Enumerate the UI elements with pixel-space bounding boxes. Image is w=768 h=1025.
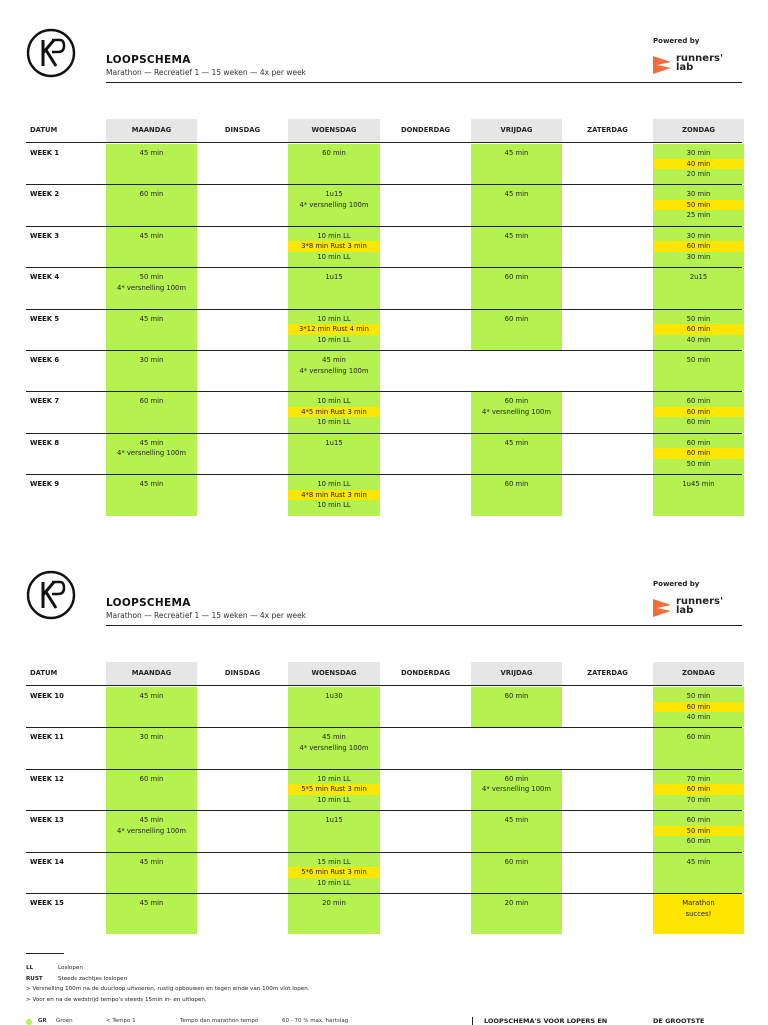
workout-line: 10 min LL	[317, 252, 351, 261]
row-rule	[26, 769, 742, 770]
week-label: WEEK 8	[30, 438, 60, 447]
workout-line: 5*5 min Rust 3 min	[288, 784, 380, 795]
workout-line: 50 min	[686, 692, 711, 700]
workout-line: 40 min	[686, 713, 711, 721]
column-header-woensdag: WOENSDAG	[288, 662, 380, 685]
legend-ll: LL Loslopen	[26, 965, 83, 971]
workout-line: 10 min LL	[317, 878, 351, 887]
workout-line: 45 min	[139, 816, 164, 825]
workout-line: 60 min	[504, 480, 529, 489]
workout-line: 70 min	[686, 774, 711, 783]
workout-line: 45 min	[322, 356, 346, 364]
column-header-woensdag: WOENSDAG	[288, 119, 380, 142]
workout-zo	[653, 898, 744, 919]
workout-line: 45 min	[139, 899, 164, 907]
footer-item-1b: Groen	[56, 1018, 73, 1024]
legend-note-1: > Versnelling 100m na de duurloop uitvoeren, rustig opbouwen en tegen einde van 100m vlot lopen.	[26, 986, 310, 992]
workout-zo	[653, 732, 744, 743]
brand-line-2: lab	[676, 62, 694, 73]
brand-line-2: lab	[676, 605, 694, 616]
workout-line: 4* versnelling 100m	[482, 407, 551, 416]
workout-line: 60 min	[686, 837, 711, 846]
workout-line: 45 min	[139, 857, 164, 866]
footer-item-4: 60 - 70 % max. hartslag	[282, 1018, 349, 1024]
workout-line: 4*8 min Rust 3 min	[288, 490, 380, 501]
workout-line: 45 min	[139, 438, 164, 447]
workout-wo	[288, 774, 380, 806]
footer-item-6: DE GROOTSTE	[653, 1017, 705, 1025]
column-header-zaterdag: ZATERDAG	[587, 126, 628, 134]
workout-line: 60 min	[686, 418, 711, 427]
week-label: WEEK 6	[30, 356, 60, 364]
workout-line: 4* versnelling 100m	[299, 743, 369, 752]
workout-line: 1u15	[325, 190, 343, 199]
workout-line: 40 min	[686, 335, 711, 344]
column-header-vrijdag: VRIJDAG	[471, 662, 562, 685]
column-header-vrijdag: VRIJDAG	[471, 119, 562, 142]
workout-line: 5*6 min Rust 3 min	[288, 867, 380, 878]
header-rule	[26, 685, 742, 686]
workout-line: 4* versnelling 100m	[299, 366, 369, 375]
workout-line: 60 min	[504, 397, 529, 406]
workout-line: 40 min	[653, 159, 744, 170]
column-header-zondag: ZONDAG	[653, 119, 744, 142]
footer-item-2: < Tempo 1	[106, 1018, 136, 1024]
workout-line: 50 min	[653, 826, 744, 837]
workout-line: 10 min LL	[317, 480, 351, 489]
workout-line: 30 min	[139, 356, 164, 364]
workout-line: 60 min	[653, 407, 744, 418]
workout-ma	[106, 774, 197, 785]
workout-line: 60 min	[139, 190, 164, 199]
footer-item-5: LOOPSCHEMA'S VOOR LOPERS EN	[484, 1017, 608, 1025]
workout-line: 45 min	[139, 480, 164, 489]
workout-line: 60 min	[653, 241, 744, 252]
workout-line: 45 min	[504, 190, 529, 199]
workout-line: 50 min	[653, 200, 744, 211]
workout-line: 30 min	[686, 231, 711, 240]
workout-line: 45 min	[504, 149, 529, 157]
workout-line: 50 min	[686, 314, 711, 323]
green-dot-icon	[26, 1019, 32, 1025]
header-rule	[106, 625, 742, 626]
workout-line: 10 min LL	[317, 314, 351, 323]
workout-vr	[471, 898, 562, 909]
page-title: LOOPSCHEMA	[106, 597, 191, 609]
workout-line: 60 min	[653, 702, 744, 713]
column-header-zaterdag: ZATERDAG	[587, 669, 628, 677]
powered-by-label: Powered by	[653, 580, 700, 588]
workout-zo	[653, 691, 744, 723]
workout-line: 60 min	[504, 314, 529, 323]
column-header-maandag: MAANDAG	[106, 662, 197, 685]
workout-line: 60 min	[653, 784, 744, 795]
workout-line: 10 min LL	[317, 397, 351, 406]
workout-line: 60 min	[504, 692, 529, 700]
column-header-dinsdag: DINSDAG	[224, 669, 261, 677]
workout-line: 45 min	[139, 314, 164, 323]
workout-line: 45 min	[139, 231, 164, 240]
week-label: WEEK 11	[30, 733, 64, 742]
workout-line: 10 min LL	[317, 774, 351, 783]
workout-line: 10 min LL	[317, 418, 351, 427]
workout-wo	[288, 898, 380, 909]
workout-line: 45 min	[504, 816, 529, 825]
workout-line: Marathon	[682, 899, 715, 907]
week-label: WEEK 4	[30, 273, 60, 282]
runners-lab-icon	[653, 599, 673, 617]
column-header-datum: DATUM	[30, 126, 58, 134]
workout-line: 50 min	[139, 273, 164, 282]
workout-line: 60 min	[653, 448, 744, 459]
workout-line: 1u45 min	[682, 480, 715, 489]
workout-line: 3*12 min Rust 4 min	[288, 324, 380, 335]
workout-wo	[288, 815, 380, 826]
workout-line: 3*8 min Rust 3 min	[288, 241, 380, 252]
workout-ma	[106, 691, 197, 702]
workout-vr	[471, 857, 562, 868]
legend-rule	[26, 953, 64, 954]
workout-wo	[288, 732, 380, 753]
workout-line: 15 min LL	[317, 857, 351, 866]
powered-by-label: Powered by	[653, 37, 700, 45]
legend-rust: RUST Steeds zachtjes loslopen	[26, 975, 128, 982]
workout-vr	[471, 815, 562, 826]
workout-line: 10 min LL	[317, 501, 351, 510]
workout-line: 60 min	[686, 816, 711, 825]
workout-line: 60 min	[139, 397, 164, 406]
workout-line: 45 min	[139, 149, 164, 157]
workout-wo	[288, 691, 380, 702]
row-rule	[26, 852, 742, 853]
keep-on-running-logo	[26, 570, 76, 620]
week-label: WEEK 15	[30, 899, 64, 907]
workout-line: 60 min	[686, 733, 711, 742]
workout-line: 20 min	[322, 899, 346, 907]
workout-vr	[471, 691, 562, 702]
page-subtitle: Marathon — Recreatief 1 — 15 weken — 4x per week	[106, 68, 307, 77]
workout-line: 10 min LL	[317, 795, 351, 804]
workout-line: 1u15	[325, 273, 343, 282]
workout-line: 45 min	[686, 857, 711, 866]
week-label: WEEK 14	[30, 857, 64, 866]
workout-line: 30 min	[139, 733, 164, 742]
footer-item-3: Tempo dan marathon tempo	[180, 1018, 259, 1024]
column-header-donderdag: DONDERDAG	[400, 669, 451, 677]
workout-line: 4* versnelling 100m	[117, 449, 186, 458]
workout-line: 45 min	[504, 231, 529, 240]
week-label: WEEK 12	[30, 774, 64, 783]
brand-line-1: runners'	[676, 53, 724, 64]
workout-line: 4* versnelling 100m	[299, 200, 369, 209]
workout-ma	[106, 857, 197, 868]
row-rule	[26, 727, 742, 728]
column-header-datum: DATUM	[30, 669, 58, 677]
workout-line: 2u15	[689, 273, 708, 282]
workout-line: 1u15	[325, 816, 343, 825]
week-label: WEEK 10	[30, 692, 64, 700]
workout-line: 60 min	[504, 774, 529, 783]
workout-line: 30 min	[686, 190, 711, 199]
row-rule	[26, 810, 742, 811]
column-header-donderdag: DONDERDAG	[400, 126, 451, 134]
workout-line: 30 min	[686, 252, 711, 261]
page-subtitle: Marathon — Recreatief 1 — 15 weken — 4x per week	[106, 611, 307, 620]
week-label: WEEK 3	[30, 231, 60, 240]
workout-line: 25 min	[686, 211, 711, 220]
runners-lab-logo	[653, 597, 733, 619]
column-header-dinsdag: DINSDAG	[224, 126, 261, 134]
workout-line: 1u15	[325, 438, 343, 447]
workout-line: 45 min	[139, 692, 164, 700]
week-label: WEEK 13	[30, 816, 64, 825]
workout-line: 20 min	[504, 899, 529, 907]
workout-line: 4* versnelling 100m	[117, 826, 186, 835]
workout-line: 60 min	[139, 774, 164, 783]
workout-line: 70 min	[686, 795, 711, 804]
column-header-zondag: ZONDAG	[653, 662, 744, 685]
workout-line: 4* versnelling 100m	[482, 785, 551, 794]
workout-line: 50 min	[686, 356, 711, 364]
workout-line: 10 min LL	[317, 231, 351, 240]
workout-ma	[106, 815, 197, 836]
workout-line: 10 min LL	[317, 335, 351, 344]
workout-line: 20 min	[686, 170, 711, 178]
column-header-maandag: MAANDAG	[106, 119, 197, 142]
workout-line: 50 min	[686, 459, 711, 468]
week-label: WEEK 5	[30, 314, 60, 323]
workout-line: 60 min	[504, 273, 529, 282]
week-label: WEEK 7	[30, 397, 60, 406]
workout-line: 4*5 min Rust 3 min	[288, 407, 380, 418]
page-title: LOOPSCHEMA	[106, 54, 191, 66]
workout-line: 30 min	[686, 149, 711, 157]
workout-line: 1u30	[325, 692, 343, 700]
legend-note-2: > Voor en na de wedstrijd tempo's steeds 15min in- en uitlopen.	[26, 996, 207, 1003]
brand-line-1: runners'	[676, 596, 724, 607]
workout-zo	[653, 815, 744, 847]
workout-zo	[653, 857, 744, 868]
workout-line: 45 min	[504, 438, 529, 447]
workout-line: 4* versnelling 100m	[117, 283, 186, 292]
workout-line: 60 min	[686, 397, 711, 406]
workout-line: 45 min	[322, 733, 346, 742]
workout-line: 60 min	[653, 324, 744, 335]
workout-wo	[288, 857, 380, 889]
week-label: WEEK 1	[30, 149, 60, 157]
week-label: WEEK 2	[30, 190, 60, 199]
workout-line: 60 min	[686, 438, 711, 447]
workout-vr	[471, 774, 562, 795]
footer-item-1: GR	[38, 1018, 47, 1024]
week-label: WEEK 9	[30, 480, 60, 489]
workout-zo	[653, 774, 744, 806]
workout-ma	[106, 898, 197, 909]
workout-line: succes!	[685, 909, 712, 918]
workout-line: 60 min	[322, 149, 346, 157]
workout-ma	[106, 732, 197, 743]
workout-line: 60 min	[504, 857, 529, 866]
legend	[26, 963, 310, 1005]
row-rule	[26, 893, 742, 894]
